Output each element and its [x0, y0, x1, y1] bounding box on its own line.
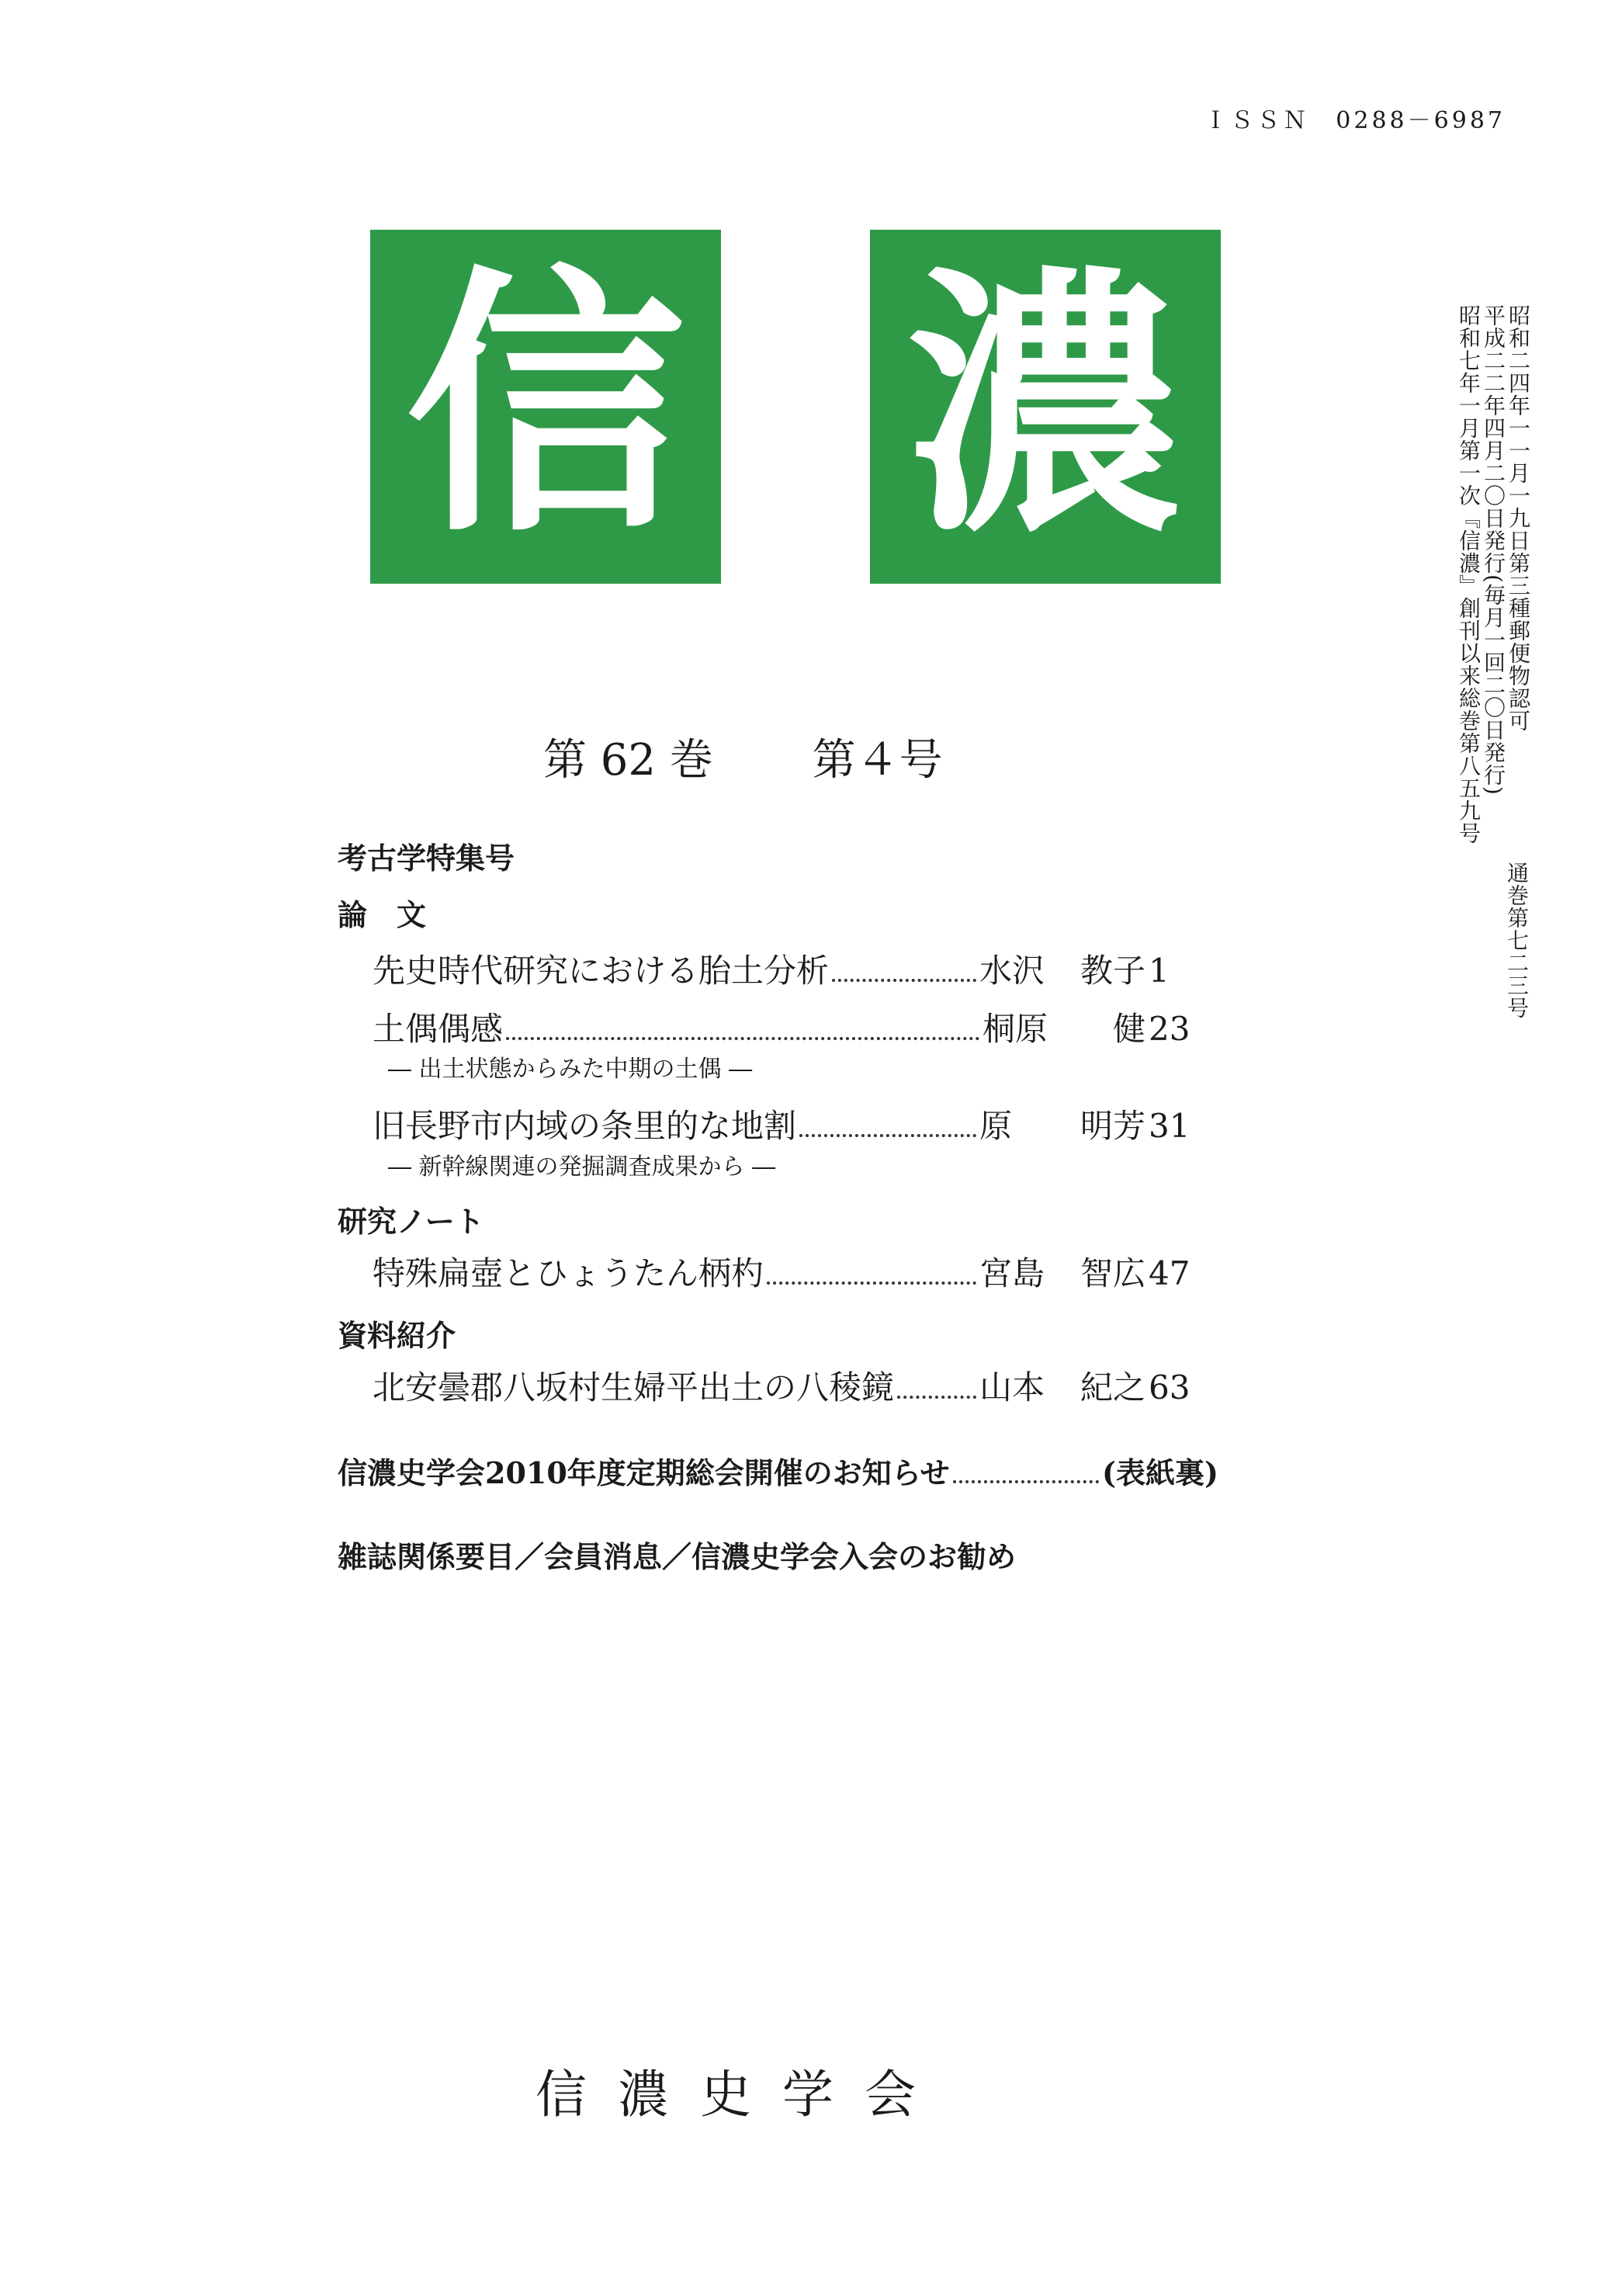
publication-date-line: 平成二二年四月二〇日発行(毎月一回二〇日発行): [1481, 304, 1506, 796]
entry-author-given: 紀之: [1080, 1368, 1145, 1406]
leader-dots: [506, 1037, 979, 1040]
entry-author-family: 桐原: [983, 1010, 1048, 1048]
issn-number: ＩＳＳＮ 0288－6987: [1204, 107, 1506, 134]
cumulative-volume-line: 昭和七年一月第一次『信濃』創刊以来総巻第八五九号: [1456, 304, 1482, 845]
title-char-1: 信: [406, 244, 685, 569]
serial-number-line: 通巻第七二三号: [1504, 862, 1530, 1019]
publisher-name: 信濃史学会: [535, 2065, 947, 2124]
volume-number: 第 62 巻: [543, 735, 713, 786]
section-research-notes: 研究ノート: [338, 1204, 484, 1239]
entry-title: 先史時代研究における胎土分析: [373, 952, 830, 990]
entry-author-family: 原: [979, 1107, 1012, 1145]
entry-title: 特殊扁壺とひょうたん柄杓: [373, 1254, 764, 1292]
title-tile-no: [870, 230, 1221, 584]
toc-entry[interactable]: [373, 1248, 1211, 1295]
misc-items: 雑誌関係要目／会員消息／信濃史学会入会のお勧め: [338, 1539, 1017, 1574]
issue-number: 第４号: [812, 735, 943, 786]
section-papers: 論 文: [338, 897, 427, 932]
entry-author-family: 宮島: [979, 1254, 1045, 1292]
leader-dots: [897, 1396, 976, 1399]
entry-page: 47: [1149, 1254, 1191, 1292]
entry-page: 63: [1149, 1368, 1191, 1406]
entry-author-family: 水沢: [979, 952, 1045, 990]
entry-author-family: 山本: [979, 1368, 1045, 1406]
toc-entry[interactable]: [373, 1004, 1211, 1050]
notice-text: 信濃史学会2010年度定期総会開催のお知らせ: [338, 1455, 950, 1490]
volume-issue: [543, 726, 1009, 788]
section-materials: 資料紹介: [338, 1318, 456, 1353]
entry-title: 北安曇郡八坂村生婦平出土の八稜鏡: [373, 1368, 895, 1406]
entry-page: 31: [1149, 1107, 1191, 1145]
leader-dots: [953, 1480, 1099, 1483]
special-issue-heading: 考古学特集号: [338, 841, 515, 876]
entry-author-given: 智広: [1080, 1254, 1145, 1292]
entry-subtitle: ― 出土状態からみた中期の土偶 ―: [388, 1056, 753, 1083]
entry-subtitle: ― 新幹線関連の発掘調査成果から ―: [388, 1153, 776, 1181]
entry-title: 旧長野市内域の条里的な地割: [373, 1107, 797, 1145]
leader-dots: [799, 1134, 976, 1137]
title-char-2: 濃: [906, 244, 1185, 569]
title-tile-shin: [370, 230, 721, 584]
entry-author-given: 健: [1112, 1010, 1145, 1048]
toc-entry[interactable]: [373, 1362, 1211, 1409]
toc-entry[interactable]: [373, 1101, 1211, 1147]
postal-permit-line: 昭和二四年一一月一九日第三種郵便物認可: [1506, 304, 1531, 732]
entry-title: 土偶偶感: [373, 1010, 504, 1048]
leader-dots: [832, 979, 976, 982]
toc-entry[interactable]: [373, 945, 1211, 992]
notice-entry[interactable]: [338, 1449, 1218, 1492]
entry-author-given: 教子: [1080, 952, 1145, 990]
entry-author-given: 明芳: [1080, 1107, 1145, 1145]
entry-page: 23: [1149, 1010, 1191, 1048]
notice-location: (表紙裏): [1102, 1455, 1218, 1490]
entry-page: 1: [1149, 952, 1170, 990]
leader-dots: [767, 1282, 976, 1285]
